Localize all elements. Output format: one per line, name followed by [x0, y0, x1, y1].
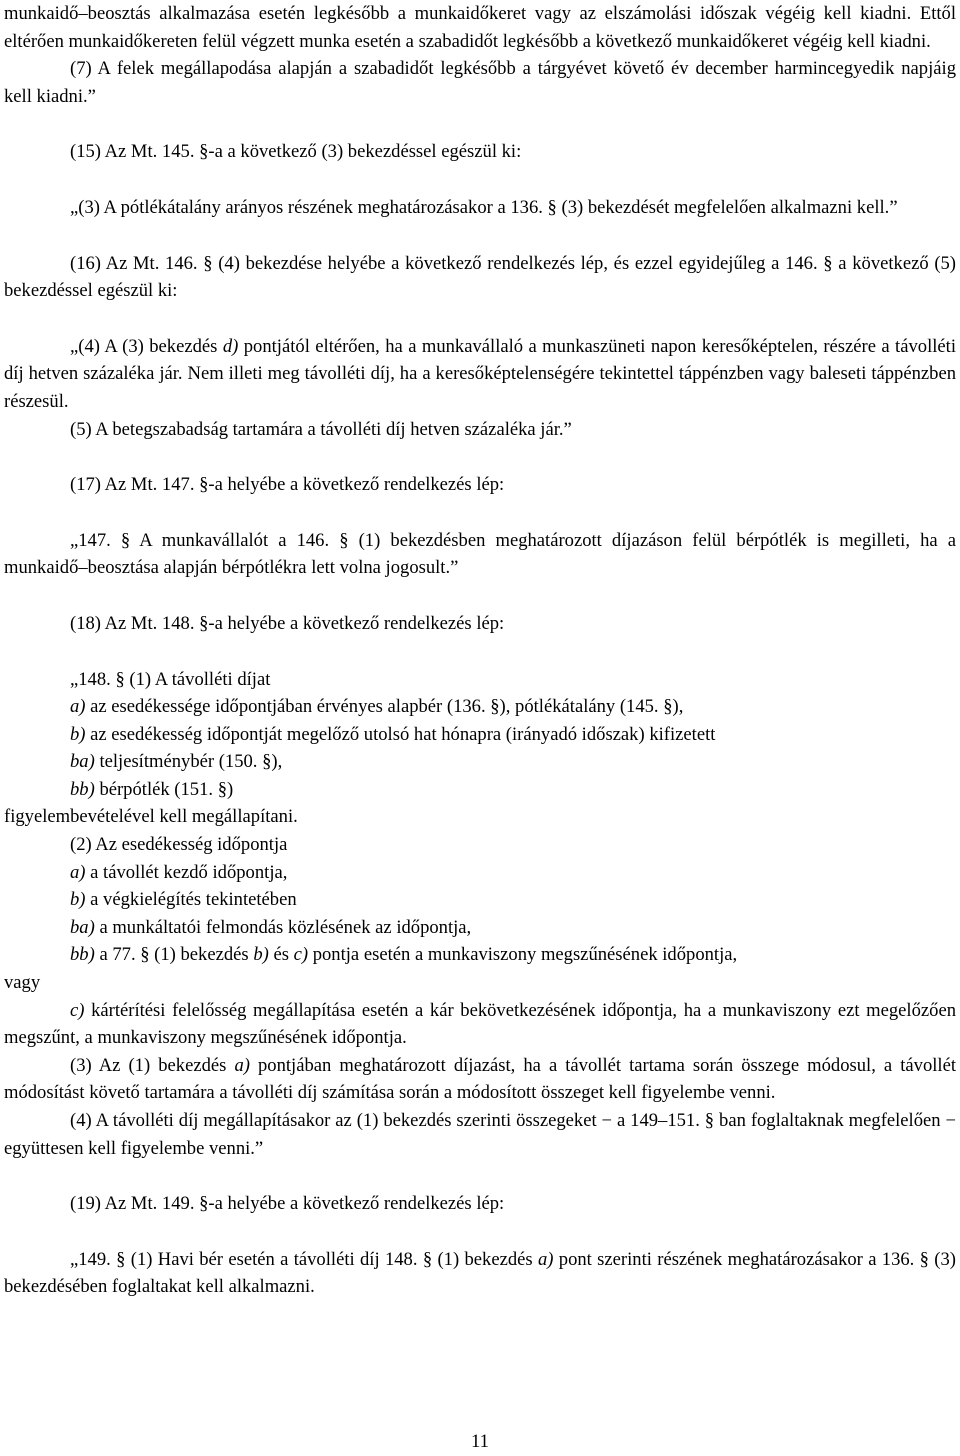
paragraph: [4, 1052, 956, 1107]
text-segment: „(3) A pótlékátalány arányos részének meghatározásakor a 136. § (3) bekezdését megfelelően alkalmazni kell.”: [70, 196, 898, 218]
paragraph: [4, 831, 956, 859]
paragraph: [4, 138, 956, 166]
paragraph: [4, 1107, 956, 1162]
italic-text-segment: a): [537, 1248, 554, 1270]
text-segment: kártérítési felelősség megállapítása esetén a kár bekövetkezésének időpontja, ha a munkaviszony ezt megelőzően megszűnt, a munkaviszony megszűnésének időpontja.: [4, 999, 956, 1049]
text-segment: az esedékessége időpontjában érvényes alapbér (136. §), pótlékátalány (145. §),: [85, 696, 684, 718]
text-segment: a végkielégítés tekintetében: [85, 889, 297, 911]
page-number: 11: [471, 1431, 489, 1452]
text-segment: (3) Az (1) bekezdés: [70, 1054, 235, 1076]
text-segment: a távollét kezdő időpontja,: [85, 861, 288, 883]
text-segment: (19) Az Mt. 149. §-a helyébe a következő rendelkezés lép:: [70, 1193, 505, 1215]
italic-text-segment: a): [234, 1054, 250, 1076]
paragraph: [4, 997, 956, 1052]
paragraph: [4, 610, 956, 638]
text-segment: munkaidő–beosztás alkalmazása esetén legkésőbb a munkaidőkeret vagy az elszámolási időszak végéig kell kiadni. Ettől eltérően munkaidőkereten felül végzett munka esetén a szabadidőt legkésőbb a következő munkaidőkeret végéig kell kiadni.: [4, 3, 956, 52]
italic-text-segment: b): [70, 889, 86, 911]
italic-text-segment: bb): [70, 778, 95, 800]
text-segment: (4) A távolléti díj megállapításakor az (1) bekezdés szerinti összegeket − a 149–151. § ban foglaltaknak megfelelően − együttesen kell figyelembe venni.”: [4, 1110, 956, 1159]
italic-text-segment: b): [253, 944, 269, 966]
text-segment: (17) Az Mt. 147. §-a helyébe a következő rendelkezés lép:: [70, 474, 505, 496]
italic-text-segment: bb): [70, 944, 95, 966]
italic-text-segment: c): [293, 944, 309, 966]
text-segment: a 77. § (1) bekezdés: [94, 944, 254, 966]
text-segment: az esedékesség időpontját megelőző utolsó hat hónapra (irányadó időszak) kifizetett: [85, 723, 716, 745]
text-segment: vagy: [4, 972, 41, 994]
text-segment: (18) Az Mt. 148. §-a helyébe a következő rendelkezés lép:: [70, 612, 505, 634]
paragraph: [4, 969, 956, 997]
italic-text-segment: ba): [70, 916, 95, 938]
text-segment: pontja esetén a munkaviszony megszűnésének időpontja,: [308, 944, 738, 966]
paragraph: [4, 0, 956, 55]
paragraph: [4, 776, 956, 804]
paragraph: [4, 721, 956, 749]
text-segment: „149. § (1) Havi bér esetén a távolléti díj 148. § (1) bekezdés: [70, 1248, 538, 1270]
italic-text-segment: a): [70, 696, 86, 718]
paragraph: [4, 941, 956, 969]
text-segment: (5) A betegszabadság tartamára a távolléti díj hetven százaléka jár.”: [70, 418, 572, 440]
text-segment: (15) Az Mt. 145. §-a a következő (3) bekezdéssel egészül ki:: [70, 141, 522, 163]
paragraph: [4, 55, 956, 110]
paragraph: [4, 194, 956, 222]
paragraph: [4, 914, 956, 942]
text-segment: „148. § (1) A távolléti díjat: [70, 668, 271, 690]
text-segment: figyelembevételével kell megállapítani.: [4, 806, 298, 828]
italic-text-segment: c): [70, 999, 85, 1021]
paragraph: [4, 471, 956, 499]
text-segment: „(4) A (3) bekezdés: [70, 335, 223, 357]
paragraph: [4, 748, 956, 776]
paragraph: [4, 666, 956, 694]
paragraph: [4, 250, 956, 305]
paragraph: [4, 859, 956, 887]
italic-text-segment: b): [70, 723, 86, 745]
paragraph: [4, 886, 956, 914]
text-segment: „147. § A munkavállalót a 146. § (1) bekezdésben meghatározott díjazáson felül bérpótlék is megilleti, ha a munkaidő–beosztása alapján bérpótlékra lett volna jogosult.”: [4, 529, 956, 579]
paragraph: [4, 1190, 956, 1218]
italic-text-segment: ba): [70, 751, 95, 773]
paragraph: [4, 416, 956, 444]
text-segment: teljesítménybér (150. §),: [94, 751, 283, 773]
text-segment: pont szerinti részének meghatározásakor a 136. § (3) bekezdésében foglaltakat kell alkalmazni.: [4, 1248, 956, 1298]
italic-text-segment: d): [222, 335, 239, 357]
text-segment: pontjában meghatározott díjazást, ha a távollét tartama során összege módosul, a távollét módosítást követő tartamára a távolléti díj számítása során a módosított összeget kell figyelembe venni.: [4, 1054, 956, 1104]
paragraph: [4, 693, 956, 721]
text-segment: pontjától eltérően, ha a munkavállaló a munkaszüneti napon keresőképtelen, részére a távolléti díj hetven százaléka jár. Nem illeti meg távolléti díj, ha a keresőképtelenségére tekintettel táppénzben vagy baleseti táppénzben részesül.: [4, 335, 956, 412]
text-segment: (2) Az esedékesség időpontja: [70, 834, 288, 856]
text-segment: a munkáltatói felmondás közlésének az időpontja,: [94, 916, 472, 938]
text-segment: és: [268, 944, 294, 966]
text-segment: (16) Az Mt. 146. § (4) bekezdése helyébe a következő rendelkezés lép, és ezzel egyidejűleg a 146. § a következő (5) bekezdéssel egészül ki:: [4, 252, 956, 302]
paragraph: [4, 527, 956, 582]
text-segment: bérpótlék (151. §): [94, 778, 234, 800]
paragraph: [4, 1246, 956, 1301]
text-segment: (7) A felek megállapodása alapján a szabadidőt legkésőbb a tárgyévet követő év december harmincegyedik napjáig kell kiadni.”: [4, 58, 956, 107]
paragraph: [4, 803, 956, 831]
paragraph: [4, 333, 956, 416]
italic-text-segment: a): [70, 861, 86, 883]
document-page: [4, 0, 956, 1301]
